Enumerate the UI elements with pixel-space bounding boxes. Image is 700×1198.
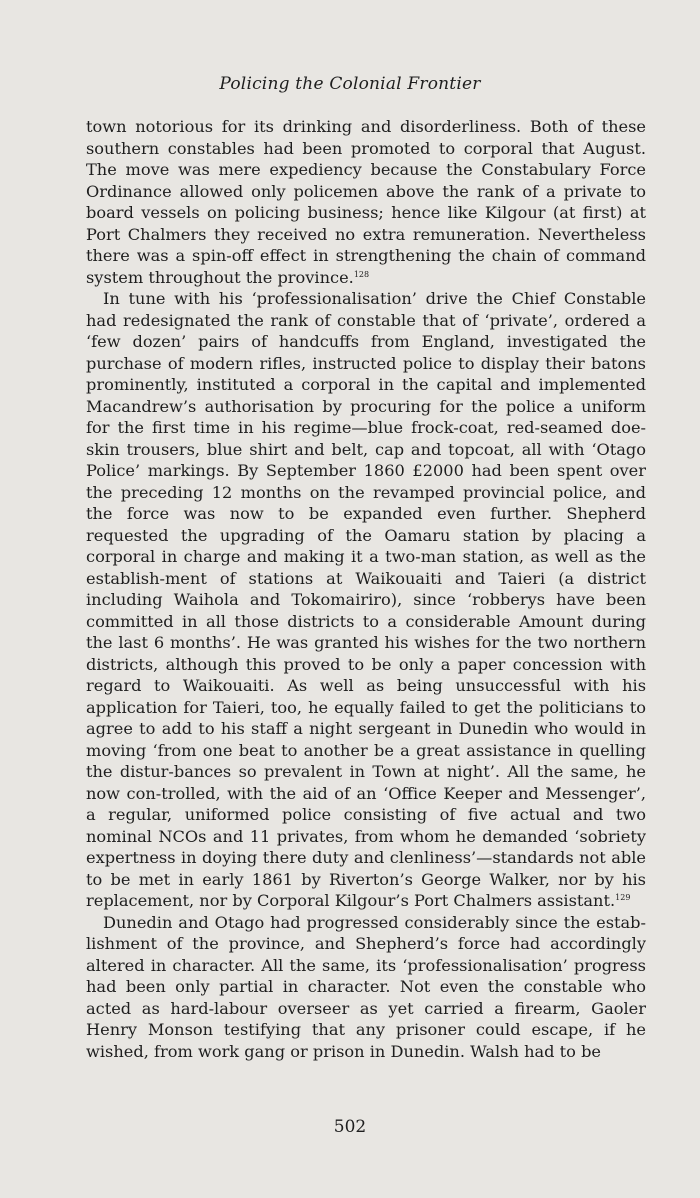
- paragraph-1-text: town notorious for its drinking and disorderliness. Both of these southern constables had been promoted to corporal that August. The move was mere expediency because the Constabulary Force Ordinance allowed only policemen above the rank of a private to board vessels on policing business; hence like Kilgour (at first) at Port Chalmers they received no extra remuneration. Nevertheless there was a spin-off effect in strengthening the chain of command system throughout the province.: [86, 117, 646, 287]
- running-title: Policing the Colonial Frontier: [219, 74, 481, 94]
- footnote-ref-128: 128: [353, 269, 370, 279]
- paragraph-2-text: In tune with his ‘professionalisation’ drive the Chief Constable had redesignated the rank of constable that of ‘private’, ordered a ‘few dozen’ pairs of handcuffs from England, investigated the purchase of modern rifles, instructed police to display their batons prominently, instituted a corporal in the capital and implemented Macandrew’s authorisation by procuring for the police a uniform for the first time in his regime—blue frock-coat, red-seamed doe-skin trousers, blue shirt and belt, cap and topcoat, all with ‘Otago Police’ markings. By September 1860 £2000 had been spent over the preceding 12 months on the revamped provincial police, and the force was now to be expanded even further. Shepherd requested the upgrading of the Oamaru station by placing a corporal in charge and making it a two-man station, as well as the establish-ment of stations at Waikouaiti and Taieri (a district including Waihola and Tokomairiro), since ‘robberys have been committed in all those districts to a considerable Amount during the last 6 months’. He was granted his wishes for the two northern districts, although this proved to be only a paper concession with regard to Waikouaiti. As well as being unsuccessful with his application for Taieri, too, he equally failed to get the politicians to agree to add to his staff a night sergeant in Dunedin who would in moving ‘from one beat to another be a great assistance in quelling the distur-bances so prevalent in Town at night’. All the same, he now con-trolled, with the aid of an ‘Office Keeper and Messenger’, a regular, uniformed police consisting of five actual and two nominal NCOs and 11 privates, from whom he demanded ‘sobriety expertness in doying there duty and clenliness’—standards not able to be met in early 1861 by Riverton’s George Walker, nor by his replacement, nor by Corporal Kilgour’s Port Chalmers assistant.: [86, 289, 646, 910]
- paragraph-2: [86, 288, 646, 912]
- paragraph-1: [86, 116, 646, 288]
- paragraph-3-text: Dunedin and Otago had progressed considerably since the estab-lishment of the province, and Shepherd’s force had accordingly altered in character. All the same, its ‘professionalisation’ progress had been only partial in character. Not even the constable who acted as hard-labour overseer as yet carried a firearm, Gaoler Henry Monson testifying that any prisoner could escape, if he wished, from work gang or prison in Dunedin. Walsh had to be: [86, 912, 646, 1061]
- body-text: [86, 116, 646, 1062]
- paragraph-3: [86, 912, 646, 1063]
- footnote-ref-129: 129: [615, 893, 631, 902]
- page-number: 502: [333, 1117, 367, 1137]
